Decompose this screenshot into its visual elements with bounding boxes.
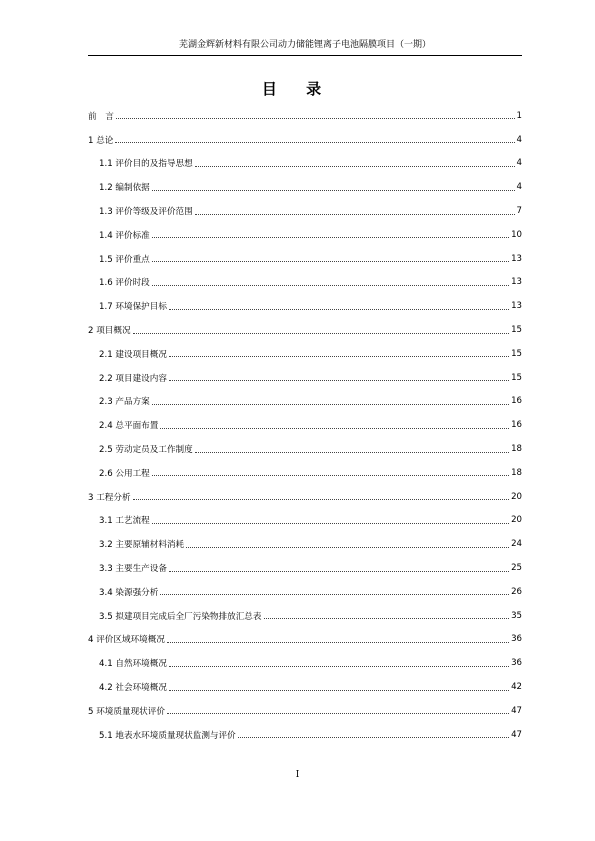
toc-entry-page: 7	[516, 206, 522, 217]
running-header: 芜湖金辉新材料有限公司动力储能锂离子电池隔膜项目（一期）	[88, 38, 522, 56]
toc-entry[interactable]	[88, 628, 522, 652]
toc-entry[interactable]	[88, 651, 522, 675]
toc-entry[interactable]	[88, 128, 522, 152]
toc-entry-page: 15	[511, 372, 522, 383]
toc-entry-page: 4	[516, 182, 522, 193]
toc-dot-leader	[115, 142, 514, 143]
toc-dot-leader	[169, 380, 509, 381]
toc-dot-leader	[167, 642, 509, 643]
toc-dot-leader	[133, 333, 509, 334]
toc-dot-leader	[152, 237, 509, 238]
toc-entry[interactable]	[88, 175, 522, 199]
toc-entry-label: 1.3 评价等级及评价范围	[99, 207, 193, 218]
toc-entry-page: 16	[511, 396, 522, 407]
toc-entry-page: 13	[511, 277, 522, 288]
toc-dot-leader	[169, 666, 509, 667]
toc-entry[interactable]	[88, 413, 522, 437]
toc-entry[interactable]	[88, 390, 522, 414]
toc-dot-leader	[169, 309, 509, 310]
toc-entry-label: 4.1 自然环境概况	[99, 659, 167, 670]
toc-entry-label: 1 总论	[88, 135, 114, 146]
table-of-contents	[88, 104, 522, 747]
toc-dot-leader	[152, 261, 509, 262]
toc-entry[interactable]	[88, 271, 522, 295]
toc-entry[interactable]	[88, 675, 522, 699]
toc-dot-leader	[169, 571, 509, 572]
toc-entry[interactable]	[88, 580, 522, 604]
toc-dot-leader	[152, 190, 515, 191]
toc-dot-leader	[152, 285, 509, 286]
toc-dot-leader	[133, 499, 509, 500]
toc-entry[interactable]	[88, 104, 522, 128]
toc-entry-page: 16	[511, 420, 522, 431]
toc-entry-label: 1.7 环境保护目标	[99, 302, 167, 313]
toc-entry-page: 25	[511, 563, 522, 574]
toc-entry-label: 1.5 评价重点	[99, 254, 150, 265]
toc-dot-leader	[160, 594, 509, 595]
toc-entry-page: 10	[511, 229, 522, 240]
toc-entry-label: 2.5 劳动定员及工作制度	[99, 445, 193, 456]
toc-entry-label: 2.6 公用工程	[99, 468, 150, 479]
toc-entry-page: 4	[516, 134, 522, 145]
toc-entry[interactable]	[88, 318, 522, 342]
toc-dot-leader	[116, 118, 515, 119]
toc-entry-label: 2.4 总平面布置	[99, 421, 159, 432]
toc-entry-page: 47	[511, 705, 522, 716]
toc-entry[interactable]	[88, 532, 522, 556]
toc-dot-leader	[169, 690, 509, 691]
toc-dot-leader	[186, 547, 509, 548]
toc-entry-label: 1.1 评价目的及指导思想	[99, 159, 193, 170]
toc-entry-label: 3 工程分析	[88, 492, 131, 503]
toc-entry-page: 15	[511, 325, 522, 336]
toc-entry-label: 5 环境质量现状评价	[88, 706, 165, 717]
toc-entry[interactable]	[88, 509, 522, 533]
toc-entry-label: 4.2 社会环境概况	[99, 683, 167, 694]
toc-entry[interactable]	[88, 556, 522, 580]
toc-dot-leader	[195, 452, 509, 453]
toc-entry-label: 4 评价区域环境概况	[88, 635, 165, 646]
toc-entry-page: 18	[511, 444, 522, 455]
toc-entry-page: 24	[511, 539, 522, 550]
toc-entry-page: 26	[511, 586, 522, 597]
toc-dot-leader	[264, 618, 510, 619]
toc-entry-label: 2 项目概况	[88, 326, 131, 337]
toc-entry[interactable]	[88, 485, 522, 509]
toc-entry-label: 5.1 地表水环境质量现状监测与评价	[99, 730, 236, 741]
page-number: I	[295, 770, 300, 780]
toc-dot-leader	[167, 713, 509, 714]
toc-entry[interactable]	[88, 223, 522, 247]
toc-dot-leader	[238, 737, 509, 738]
toc-entry[interactable]	[88, 247, 522, 271]
toc-entry-page: 4	[516, 158, 522, 169]
toc-dot-leader	[152, 404, 509, 405]
toc-entry-page: 47	[511, 729, 522, 740]
toc-entry[interactable]	[88, 437, 522, 461]
toc-entry-page: 36	[511, 634, 522, 645]
toc-entry-label: 2.2 项目建设内容	[99, 373, 167, 384]
toc-entry-label: 1.6 评价时段	[99, 278, 150, 289]
toc-entry[interactable]	[88, 366, 522, 390]
toc-entry-label: 3.2 主要原辅材料消耗	[99, 540, 185, 551]
toc-entry[interactable]	[88, 604, 522, 628]
toc-entry-page: 20	[511, 515, 522, 526]
toc-title: 目 录	[261, 80, 334, 98]
toc-entry[interactable]	[88, 199, 522, 223]
toc-dot-leader	[160, 428, 509, 429]
toc-entry-label: 前 言	[88, 111, 114, 122]
toc-dot-leader	[152, 475, 509, 476]
toc-entry[interactable]	[88, 723, 522, 747]
toc-entry-label: 2.3 产品方案	[99, 397, 150, 408]
toc-dot-leader	[152, 523, 509, 524]
toc-entry-label: 3.3 主要生产设备	[99, 564, 167, 575]
toc-dot-leader	[195, 166, 515, 167]
toc-entry[interactable]	[88, 342, 522, 366]
toc-entry-label: 1.4 评价标准	[99, 230, 150, 241]
toc-entry-label: 3.4 染源强分析	[99, 587, 159, 598]
toc-entry-page: 15	[511, 348, 522, 359]
toc-entry-label: 2.1 建设项目概况	[99, 349, 167, 360]
toc-dot-leader	[169, 356, 509, 357]
toc-entry-page: 13	[511, 253, 522, 264]
toc-entry[interactable]	[88, 461, 522, 485]
toc-entry[interactable]	[88, 294, 522, 318]
toc-entry-page: 1	[516, 110, 522, 121]
toc-entry-label: 3.1 工艺流程	[99, 516, 150, 527]
toc-entry-label: 3.5 拟建项目完成后全厂污染物排放汇总表	[99, 611, 262, 622]
toc-entry-label: 1.2 编制依据	[99, 183, 150, 194]
toc-entry[interactable]	[88, 152, 522, 176]
toc-entry-page: 35	[511, 610, 522, 621]
toc-entry-page: 13	[511, 301, 522, 312]
toc-entry-page: 42	[511, 682, 522, 693]
toc-entry-page: 18	[511, 467, 522, 478]
toc-entry-page: 20	[511, 491, 522, 502]
toc-entry[interactable]	[88, 699, 522, 723]
toc-entry-page: 36	[511, 658, 522, 669]
toc-dot-leader	[195, 214, 515, 215]
